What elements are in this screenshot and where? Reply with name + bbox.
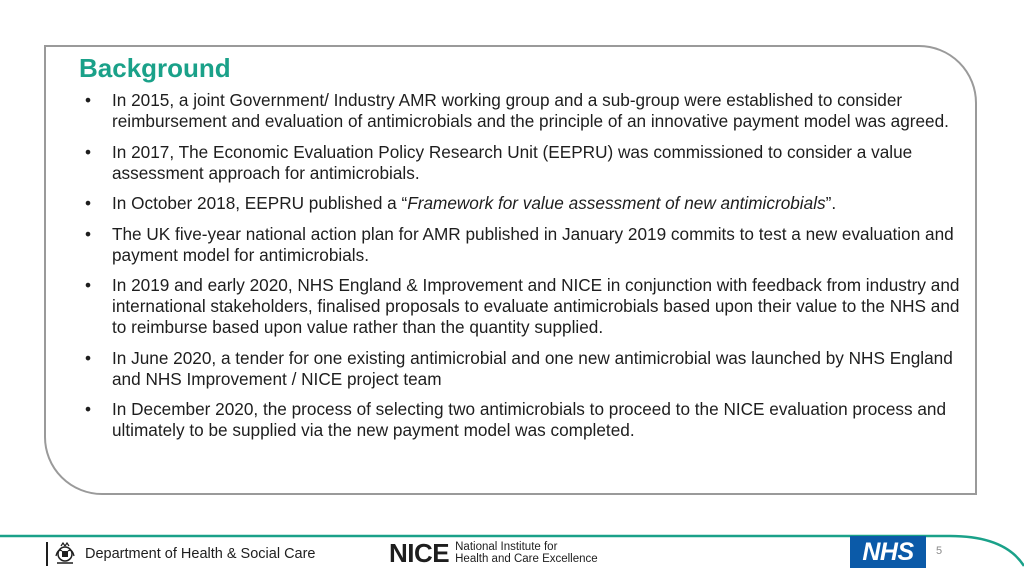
bullet-marker: • [85, 141, 92, 162]
bullet-item [80, 90, 960, 132]
dhsc-logo [46, 540, 316, 568]
bullet-item [80, 399, 960, 441]
royal-crest-icon [53, 542, 77, 566]
bullet-text: In 2017, The Economic Evaluation Policy Research Unit (EEPRU) was commissioned to consider a value assessment approach for antimicrobials. [112, 141, 913, 183]
nice-wordmark: NICE [389, 537, 450, 568]
nice-subtitle [455, 541, 598, 566]
dhsc-label: Department of Health & Social Care [85, 546, 316, 562]
bullet-item [80, 142, 960, 184]
bullet-marker: • [85, 275, 92, 295]
bullet-marker: • [85, 347, 92, 368]
bullet-marker: • [85, 223, 92, 244]
bullet-text: In June 2020, a tender for one existing antimicrobial and one new antimicrobial was launched by NHS England and NHS Improvement / NICE project team [112, 347, 953, 389]
nice-subtitle-line2: Health and Care Excellence [455, 553, 598, 565]
bullet-text-after: ”. [825, 193, 837, 213]
bullet-item [80, 275, 960, 338]
framework-title: Framework for value assessment of new antimicrobials [407, 193, 826, 213]
bullet-marker: • [85, 90, 92, 110]
bullet-item [80, 224, 960, 266]
slide-title: Background [79, 53, 231, 83]
bullet-marker: • [85, 193, 92, 213]
bullet-item [80, 348, 960, 390]
bullet-marker: • [85, 399, 92, 419]
dhsc-bar [46, 542, 48, 566]
bullet-text: The UK five-year national action plan for AMR published in January 2019 commits to test a new evaluation and payment model for antimicrobials. [112, 223, 954, 265]
nhs-logo: NHS [850, 536, 926, 568]
bullet-item [80, 193, 960, 214]
page-number: 5 [936, 545, 943, 557]
bullet-text-before: In October 2018, EEPRU published a “ [112, 193, 408, 213]
nice-subtitle-line1: National Institute for [455, 540, 558, 553]
bullet-list [80, 90, 960, 451]
nice-logo [389, 538, 598, 568]
bullet-text: In December 2020, the process of selecting two antimicrobials to proceed to the NICE evaluation process and ultimately to be supplied via the new payment model was completed. [112, 399, 947, 440]
bullet-text: In 2019 and early 2020, NHS England & Improvement and NICE in conjunction with feedback from industry and international stakeholders, finalised proposals to evaluate antimicrobials based upon their value to the NHS and to reimburse based upon value rather than the quantity supplied. [112, 275, 960, 337]
bullet-text [112, 193, 836, 213]
bullet-text: In 2015, a joint Government/ Industry AMR working group and a sub-group were established to consider reimbursement and evaluation of antimicrobials and the principle of an innovative payment model was agreed. [112, 90, 949, 131]
